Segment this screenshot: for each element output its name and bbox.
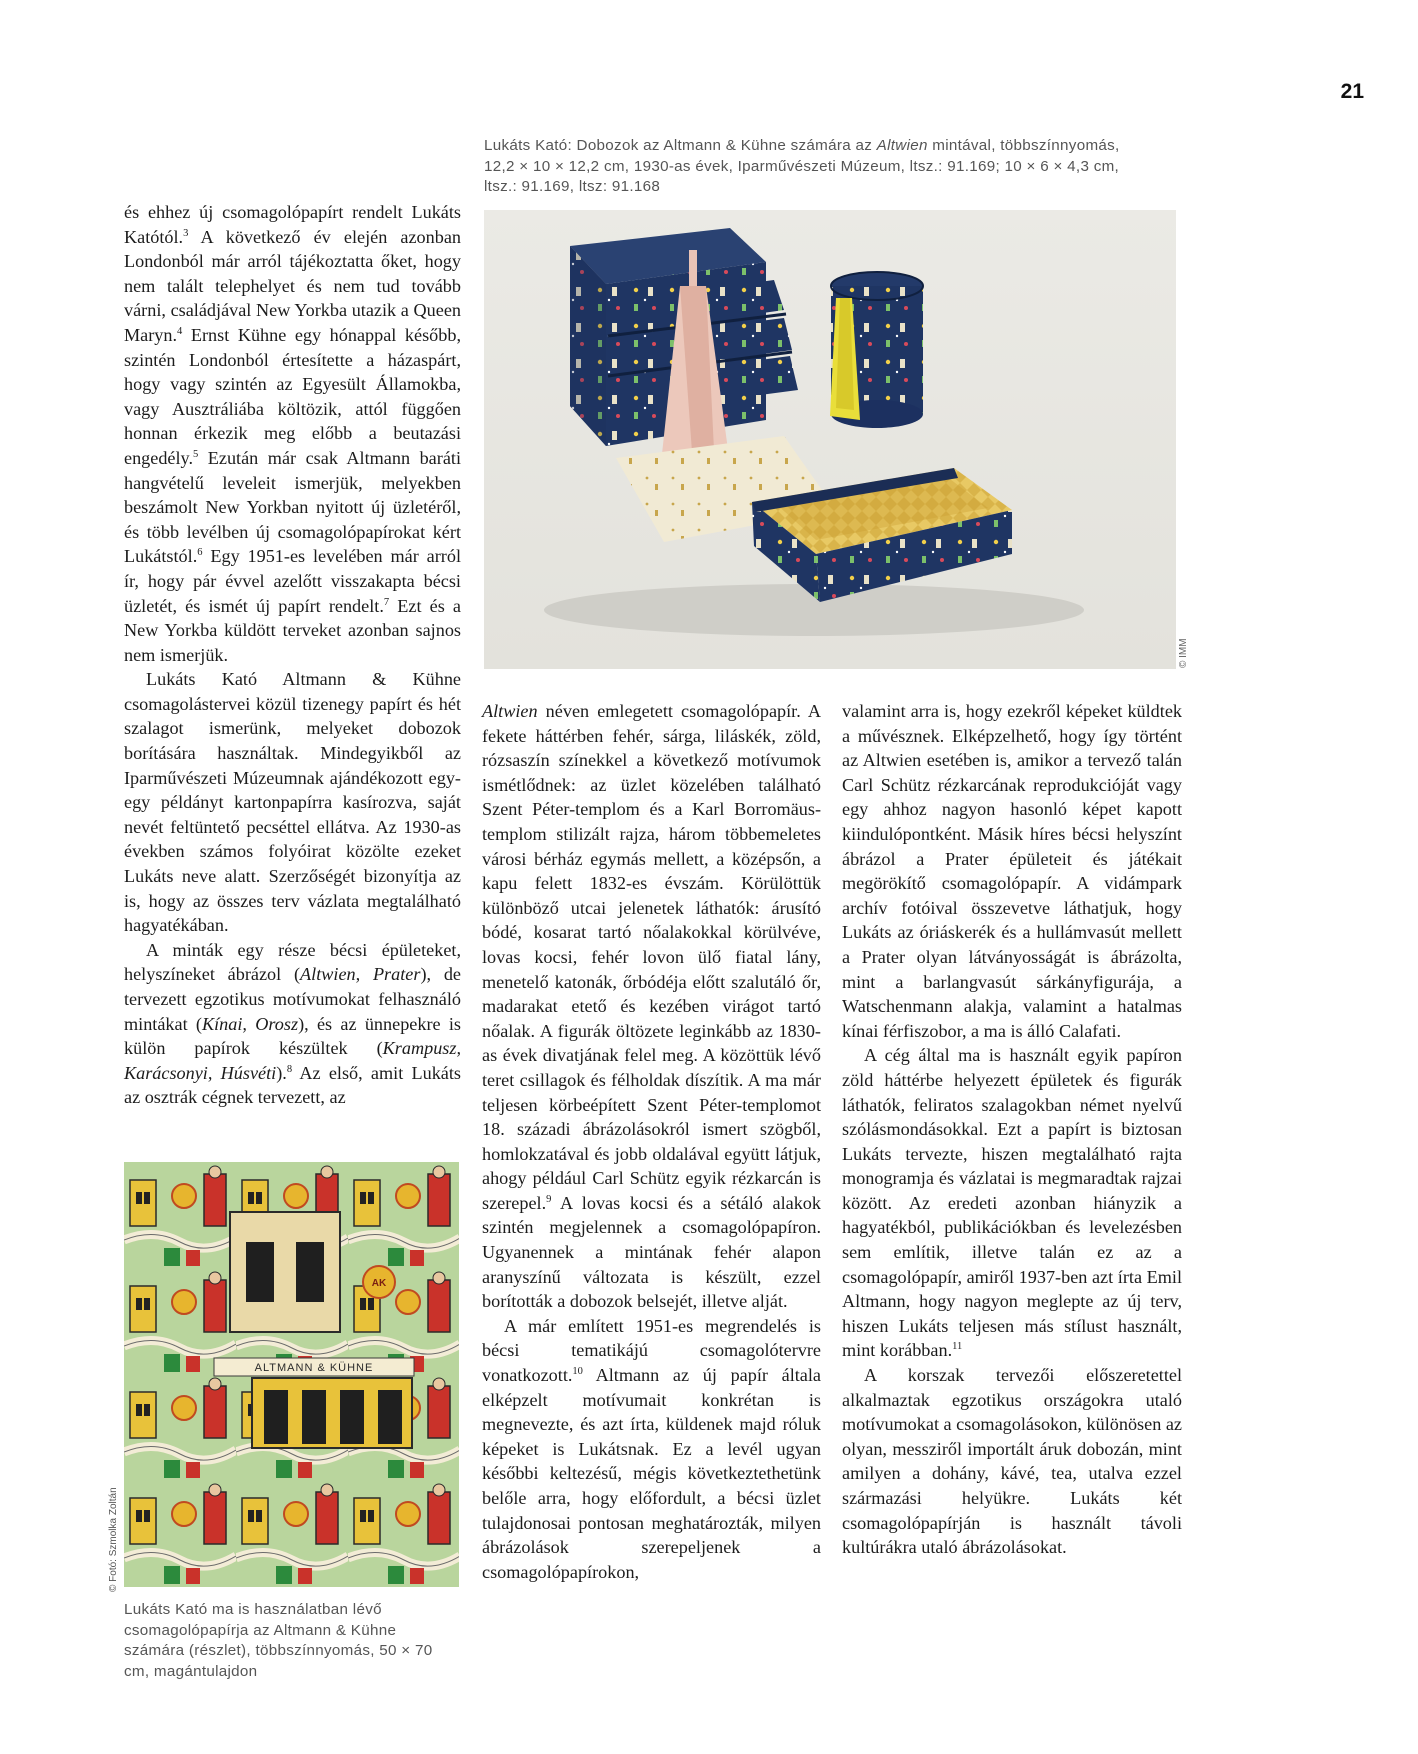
photo-credit-pattern: © Fotó: Szmolka Zoltán — [108, 1487, 119, 1592]
photo-caption-boxes: Lukáts Kató: Dobozok az Altmann & Kühne számára az Altwien mintával, többszínnyomás, 12,2 × 10 × 12,2 cm, 1930-as évek, Iparművészeti Múzeum, ltsz.: 91.169; 10 × 6 × 4,3 cm, ltsz.: 91.169, ltsz: 91.168 — [484, 137, 1120, 195]
boxes-photo — [484, 210, 1176, 669]
page-number: 21 — [1340, 80, 1364, 103]
photo-credit-boxes: © IMM — [1178, 638, 1189, 668]
paragraph: A minták egy része bécsi épületeket, helyszíneket ábrázol (Altwien, Prater), de tervezett egzotikus motívumokat felhasználó mintákat (Kínai, Orosz), és az ünnepekre is külön papírok készültek (Krampusz, Karácsonyi, Húsvéti).$^8$ Az első, amit Lukáts az osztrák cégnek tervezett, az — [124, 939, 462, 1108]
drawer-box — [570, 228, 798, 454]
text-column-3 — [842, 699, 1182, 1560]
small-box — [830, 272, 923, 428]
footnote-ref: 10 — [572, 1365, 583, 1377]
footnote-ref: 6 — [197, 547, 203, 559]
wrapping-paper-photo — [124, 1162, 459, 1587]
paragraph: Altwien néven emlegetett csomagolópapír. A fekete háttérben fehér, sárga, liláskék, zöld, rózsaszín színekkel a következő motívumok ismétlődnek: az üzlet közelében található Szent Péter-templom és a Karl Borromäus-templom stilizált rajza, három többemeletes városi bérház egymás mellett, a középsőn, a kapu felett 1832-es évszám. Körülöttük különböző utcai jelenetek láthatók: árusító bódé, kosarat tartó nőalakokkal körülvéve, lovas kocsi, fehér lovon ülő fiatal lány, menetelő katonák, őrbódéja előtt szalutáló őr, madarakat etető és kezében virágot tartó nőalak. A figurák öltözete leginkább az 1830-as évek divatjának felel meg. A közöttük lévő teret csillagok és félholdak díszítik. A ma már teljesen körbeépített Szent Péter-templomot 18. századi ábrázolásokról ismert szögből, homlokzatával és jobb oldalával együtt látjuk, ahogy például Carl Schütz egyik rézkarcán is szerepel.$^9$ A lovas kocsi és a sétáló alakok szintén megjelennek a csomagolópapíron. Ugyanennek a mintának fehér alapon aranyszínű változata is készült, ezzel borították a dobozok belsejét, illetve alját. — [482, 701, 821, 1312]
footnote-ref: 8 — [286, 1063, 293, 1075]
paragraph: és ehhez új csomagolópapírt rendelt Lukáts Katótól.$^3$ A következő év elején azonban Londonból már arról tájékoztatta őket, hogy nem talált telephelyet és nem tud tovább várni, családjával New Yorkba utazik a Queen Maryn.$^4$ Ernst Kühne egy hónappal később, szintén Londonból értesítette a házaspárt, hogy vagy szintén az Egyesült Államokba, vagy Ausztráliába költözik, attól függően honnan érkezik meg előbb a beutazási engedély.$^5$ Ezután már csak Altmann baráti hangvételű leveleit ismerjük, melyekben beszámolt New Yorkban nyitott új üzletéről, és több levélben új csomagolópapírokat kért Lukátstól.$^6$ Egy 1951-es levelében már arról ír, hogy pár évvel azelőtt visszakapta bécsi üzletét, és ismét új papírt rendelt.$^7$ Ezt és a New Yorkba küldött terveket azonban sajnos nem ismerjük. — [124, 202, 461, 665]
pattern-brand-label: ALTMANN & KÜHNE — [254, 1362, 374, 1374]
footnote-ref: 4 — [177, 325, 183, 337]
footnote-ref: 3 — [183, 227, 189, 239]
footnote-ref: 7 — [383, 596, 390, 608]
paragraph: A korszak tervezői előszeretettel alkalmaztak egzotikus országokra utaló motívumokat a csomagolásokon, különösen az olyan, messziről importált áruk dobozán, mint amilyen a dohány, kávé, tea, utalva ezzel származási helyükre. Lukáts két csomagolópapírján is használt távoli kultúrákra utaló ábrázolásokat. — [842, 1365, 1182, 1558]
paragraph: A már említett 1951-es megrendelés is bécsi tematikájú csomagolótervre vonatkozott.$^{10}$ Altmann az új papír általa elképzelt motívumait konkrétan is megnevezte, és azt írta, küldenek majd róluk képeket is Lukátsnak. Ez a levél ugyan későbbi keltezésű, mégis következtethetünk belőle arra, hogy előfordult, a bécsi üzlet tulajdonosai pontosan meghatározták, milyen ábrázolások szerepeljenek a csomagolópapírokon, — [482, 1315, 821, 1582]
footnote-ref: 11 — [952, 1341, 963, 1353]
paragraph: Lukáts Kató Altmann & Kühne csomagolástervei közül tizenegy papírt és hét szalagot ismerünk, melyeket dobozok borítására használtak. Mindegyikből az Iparművészeti Múzeumnak ajándékozott egy-egy példányt kartonpapírra kasírozva, saját nevét feltüntető pecséttel ellátva. Az 1930-as években számos folyóirat közölte ezeket Lukáts neve alatt. Szerzőségét bizonyítja az is, hogy az összes terv vázlata megtalálható hagyatékában. — [124, 669, 461, 936]
paragraph: A cég által ma is használt egyik papíron zöld háttérbe helyezett épületek és figurák láthatók, feliratos szalagokban német nyelvű szólásmondásokkal. Ezt a papírt is biztosan Lukáts tervezte, hiszen megtalálható rajta monogramja és vázlatai is megmaradtak rajzai között. Az eredeti azonban hiányzik a hagyatékból, publikációkban és levelezésben sem említik, illetve talán ez az a csomagolópapír, amiről 1937-ben azt írta Emil Altmann, hogy nagyon meglepte az új terv, hiszen Lukáts teljesen más stílust használt, mint korábban.$^{11}$ — [842, 1045, 1182, 1361]
footnote-ref: 9 — [546, 1193, 552, 1205]
photo-caption-pattern: Lukáts Kató ma is használatban lévő csomagolópapírja az Altmann & Kühne számára (részlet), többszínnyomás, 50 × 70 cm, magántulajdon — [124, 1601, 433, 1680]
paragraph: valamint arra is, hogy ezekről képeket küldtek a művésznek. Elképzelhető, hogy így történt az Altwien esetében is, amikor a tervező talán Carl Schütz rézkarcának reprodukcióját vagy egy ahhoz nagyon hasonló képet kapott kiindulópontként. Másik híres bécsi helyszínt ábrázol a Prater épületeit és játékait megörökítő csomagolópapír. A vidámpark archív fotóival összevetve láthatjuk, hogy Lukáts az óriáskerék és a hullámvasút mellett a Prater olyan látványosságát is ábrázolta, mint a barlangvasút sárkányfigurája, a Watschenmann alakja, valamint a hatalmas kínai férfiszobor, a ma is álló Calafati. — [842, 701, 1182, 1041]
pattern-monogram: AK — [371, 1278, 387, 1289]
text-column-1 — [124, 200, 461, 1110]
text-column-2 — [482, 699, 821, 1584]
footnote-ref: 5 — [193, 448, 199, 460]
